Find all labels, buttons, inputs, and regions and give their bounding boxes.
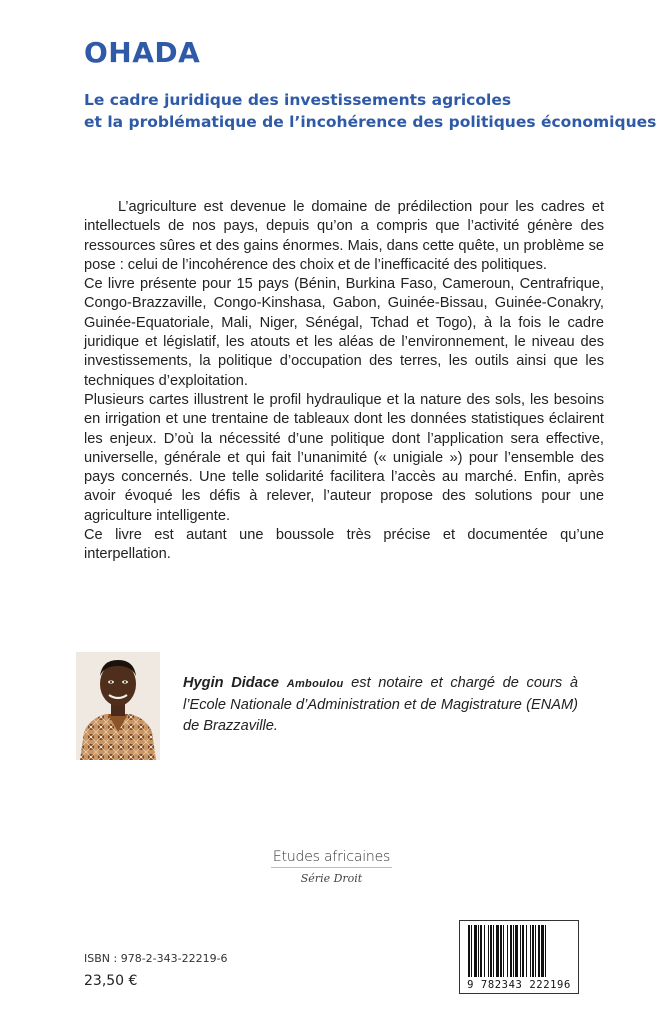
barcode-bar bbox=[541, 925, 544, 977]
barcode-bar bbox=[488, 925, 489, 977]
barcode-bar bbox=[535, 925, 536, 977]
author-photo bbox=[76, 652, 160, 760]
barcode-digits: 9 782343 222196 bbox=[467, 979, 571, 991]
blurb-paragraph-4: Ce livre est autant une boussole très précise et documentée qu’une interpellation. bbox=[84, 527, 604, 563]
blurb-paragraph-2: Ce livre présente pour 15 pays (Bénin, Burkina Faso, Cameroun, Centrafrique, Congo-Brazzaville, Congo-Kinshasa, Gabon, Guinée-Bissau, Guinée-Conakry, Guinée-Equatoriale, Mali, Niger, Sénégal, Tchad et Togo), à la fois le cadre juridique et législatif, les atouts et les aléas de l’environnement, le niveau des investissements, la politique d’occupation des terres, les outils ainsi que les techniques d’exploitation. bbox=[84, 276, 604, 389]
isbn: ISBN : 978-2-343-22219-6 bbox=[84, 952, 228, 965]
barcode-bar bbox=[484, 925, 485, 977]
barcode-bar bbox=[538, 925, 540, 977]
barcode-bar bbox=[500, 925, 502, 977]
author-bio bbox=[183, 673, 578, 737]
barcode-bar bbox=[513, 925, 514, 977]
barcode bbox=[459, 920, 579, 994]
series-title: OHADA bbox=[84, 36, 201, 69]
subtitle-line-1: Le cadre juridique des investissements agricoles bbox=[84, 91, 512, 109]
book-subtitle bbox=[84, 89, 657, 133]
barcode-bar bbox=[493, 925, 494, 977]
author-surname: Amboulou bbox=[286, 678, 344, 690]
back-cover-blurb bbox=[84, 198, 604, 565]
barcode-bar bbox=[496, 925, 499, 977]
collection-subseries: Série Droit bbox=[300, 872, 363, 885]
barcode-bar bbox=[545, 925, 546, 977]
barcode-bar bbox=[474, 925, 477, 977]
subtitle-line-2: et la problématique de l’incohérence des politiques économiques bbox=[84, 113, 657, 131]
barcode-bars bbox=[466, 925, 574, 977]
barcode-bar bbox=[515, 925, 518, 977]
collection-name: Etudes africaines bbox=[271, 849, 392, 868]
blurb-paragraph-1: L’agriculture est devenue le domaine de prédilection pour les cadres et intellectuels de nos pays, depuis qu’on a compris que l’activité génère des ressources sûres et des gains énormes. Mais, dans cette quête, un problème se pose : celui de l’incohérence des choix et de l’inefficacité des politiques. bbox=[84, 199, 604, 273]
barcode-bar bbox=[507, 925, 508, 977]
author-name bbox=[183, 675, 344, 691]
collection-block bbox=[0, 848, 663, 885]
barcode-bar bbox=[503, 925, 504, 977]
barcode-bar bbox=[490, 925, 492, 977]
barcode-bar bbox=[526, 925, 527, 977]
barcode-bar bbox=[468, 925, 470, 977]
barcode-bar bbox=[471, 925, 472, 977]
barcode-bar bbox=[522, 925, 524, 977]
price: 23,50 € bbox=[84, 973, 138, 989]
blurb-paragraph-3: Plusieurs cartes illustrent le profil hydraulique et la nature des sols, les besoins en irrigation et une trentaine de tableaux dont les données statistiques éclairent les enjeux. D’où la nécessité d’une politique dont l’application sera effective, universelle, générale et qui fait l’unanimité (« unigiale ») pour l’ensemble des pays concernés. Une telle solidarité facilitera l’accès au marché. Enfin, après avoir évoqué les défis à relever, l’auteur propose des solutions pour une agriculture intelligente. bbox=[84, 391, 604, 524]
barcode-bar bbox=[530, 925, 531, 977]
barcode-bar bbox=[478, 925, 479, 977]
author-first-names: Hygin Didace bbox=[183, 675, 280, 691]
barcode-bar bbox=[510, 925, 512, 977]
barcode-bar bbox=[532, 925, 534, 977]
barcode-bar bbox=[480, 925, 482, 977]
author-bio-text: est notaire et chargé de cours à l’Ecole Nationale d’Administration et de Magistrature (ENAM) de Brazzaville. bbox=[183, 675, 578, 734]
barcode-bar bbox=[520, 925, 521, 977]
